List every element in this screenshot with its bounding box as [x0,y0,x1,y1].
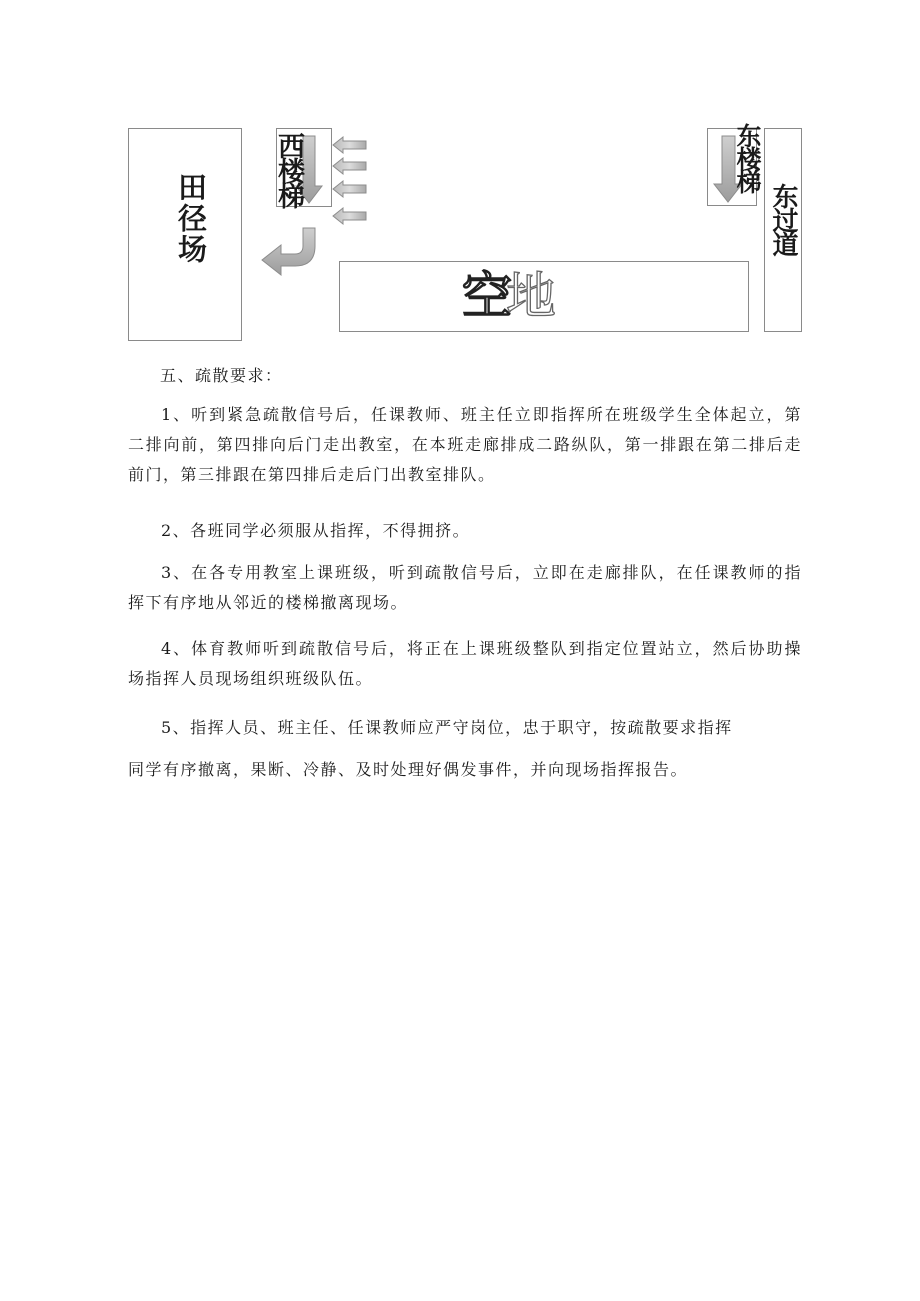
open-space-char-1: 空 [462,267,506,325]
track-field-label: 田径场 [174,172,208,265]
east-corridor-label: 东过道 [768,183,798,255]
left-arrow-icon [333,137,366,153]
section-heading: 五、疏散要求： [160,366,283,385]
paragraph-1: 1、听到紧急疏散信号后，任课教师、班主任立即指挥所在班级学生全体起立，第二排向前，第四排向后门走出教室，在本班走廊排成二路纵队，第一排跟在第二排后走前门，第三排跟在第四排后走后门出教室排队。 [128,405,802,484]
curved-turn-arrow-icon [262,228,315,275]
west-stairs-label: 西楼梯 [273,132,304,207]
paragraph-3: 3、在各专用教室上课班级，听到疏散信号后，立即在走廊排队，在任课教师的指挥下有序地从邻近的楼梯撤离现场。 [128,563,802,612]
paragraph-4: 4、体育教师听到疏散信号后，将正在上课班级整队到指定位置站立，然后协助操场指挥人员现场组织班级队伍。 [128,639,802,688]
east-stairs-label: 东楼梯 [733,123,762,192]
open-space-char-2: 地 [506,267,550,325]
left-arrow-icon [333,181,366,197]
paragraph-5: 5、指挥人员、班主任、任课教师应严守岗位，忠于职守，按疏散要求指挥 [161,718,733,737]
left-arrow-icon [333,208,366,224]
paragraph-5-continued: 同学有序撤离，果断、冷静、及时处理好偶发事件，并向现场指挥报告。 [128,760,689,779]
left-arrow-icon [333,158,366,174]
paragraph-2: 2、各班同学必须服从指挥，不得拥挤。 [161,521,471,540]
evacuation-arrows [0,0,920,360]
